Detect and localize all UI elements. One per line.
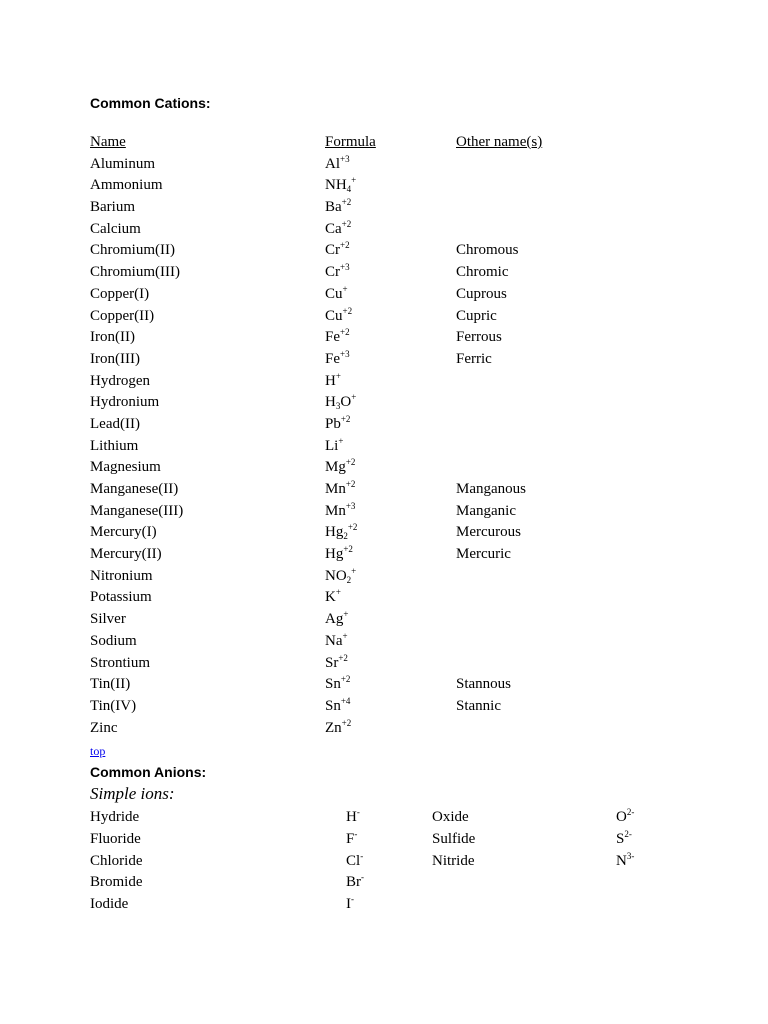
table-row bbox=[90, 851, 690, 873]
cation-formula: Cu+ bbox=[325, 283, 348, 302]
table-row bbox=[90, 414, 650, 436]
cation-name: Chromium(II) bbox=[90, 242, 175, 259]
cation-formula: $Pb^{+2}$ bbox=[325, 413, 351, 432]
cation-name: Lead(II) bbox=[90, 415, 140, 432]
cation-other-name: Ferric bbox=[456, 350, 492, 367]
cation-name: Hydronium bbox=[90, 394, 160, 411]
cation-name: Manganese(III) bbox=[90, 502, 184, 519]
cation-other-name: Cupric bbox=[456, 307, 497, 324]
anion-name: Hydride bbox=[90, 809, 140, 825]
anions-heading: Common Anions: bbox=[90, 764, 207, 780]
table-row bbox=[90, 829, 690, 851]
cation-name: Iron(III) bbox=[90, 350, 140, 367]
anion-formula: $S^{2-}$ bbox=[616, 828, 632, 847]
table-row bbox=[90, 392, 650, 414]
table-row bbox=[90, 544, 650, 566]
cation-other-name: Chromous bbox=[456, 242, 519, 259]
cation-formula: $Cr^{+2}$ bbox=[325, 240, 350, 259]
table-row bbox=[90, 457, 650, 479]
anion-name: Iodide bbox=[90, 896, 129, 913]
table-row bbox=[90, 219, 650, 241]
table-row bbox=[90, 262, 650, 284]
cation-name: Tin(II) bbox=[90, 676, 131, 693]
cations-table-body bbox=[90, 154, 650, 740]
cation-formula: $Hg_2^{+2}$ bbox=[325, 522, 358, 542]
table-row bbox=[90, 653, 650, 675]
table-row bbox=[90, 436, 650, 458]
anions-table bbox=[90, 807, 690, 916]
cation-formula: Na+ bbox=[325, 630, 348, 649]
cations-table bbox=[90, 132, 650, 739]
cation-formula: $Sn^{+2}$ bbox=[325, 674, 351, 693]
table-row bbox=[90, 154, 650, 176]
anion-formula: Cl- bbox=[346, 850, 364, 869]
table-row bbox=[90, 327, 650, 349]
simple-ions-subheading: Simple ions: bbox=[90, 784, 175, 803]
cation-formula: $Hg^{+2}$ bbox=[325, 544, 353, 563]
column-header-name: Name bbox=[90, 134, 126, 150]
column-header-other-names: Other name(s) bbox=[456, 134, 543, 150]
anion-name: Oxide bbox=[432, 809, 469, 825]
table-row bbox=[90, 696, 650, 718]
cation-name: Aluminum bbox=[90, 155, 156, 172]
cation-other-name: Ferrous bbox=[456, 329, 502, 346]
cation-name: Copper(II) bbox=[90, 307, 155, 324]
table-row bbox=[90, 587, 650, 609]
cation-formula: $Cu^{+2}$ bbox=[325, 305, 353, 324]
table-row bbox=[90, 197, 650, 219]
table-row bbox=[90, 240, 650, 262]
cation-name: Calcium bbox=[90, 220, 141, 237]
anion-formula: $N^{3-}$ bbox=[616, 850, 635, 869]
cation-formula: $Fe^{+2}$ bbox=[325, 327, 350, 346]
cation-name: Zinc bbox=[90, 719, 118, 736]
cation-formula: Li+ bbox=[325, 435, 344, 454]
cation-other-name: Mercurous bbox=[456, 524, 521, 541]
cation-formula: $Mn^{+3}$ bbox=[325, 500, 356, 519]
anion-formula: I- bbox=[346, 894, 354, 913]
cation-name: Sodium bbox=[90, 632, 137, 649]
cation-name: Chromium(III) bbox=[90, 264, 180, 281]
table-row bbox=[90, 284, 650, 306]
table-row bbox=[90, 522, 650, 544]
cation-name: Manganese(II) bbox=[90, 481, 179, 497]
table-row bbox=[90, 566, 650, 588]
anion-formula: F- bbox=[346, 828, 358, 847]
cation-name: Mercury(II) bbox=[90, 546, 162, 563]
cation-other-name: Manganic bbox=[456, 502, 516, 519]
cation-formula: $Mn^{+2}$ bbox=[325, 479, 356, 497]
cation-formula: $Ca^{+2}$ bbox=[325, 218, 352, 237]
cation-formula: H+ bbox=[325, 370, 341, 389]
cation-formula: $Zn^{+2}$ bbox=[325, 717, 352, 736]
cation-other-name: Chromic bbox=[456, 264, 509, 281]
anion-name: Chloride bbox=[90, 852, 143, 869]
table-row bbox=[90, 718, 650, 740]
table-row bbox=[90, 609, 650, 631]
anion-name: Bromide bbox=[90, 874, 143, 891]
cation-name: Nitronium bbox=[90, 567, 153, 584]
anion-name: Nitride bbox=[432, 852, 475, 869]
cation-formula: $Cr^{+3}$ bbox=[325, 262, 350, 281]
cation-other-name: Stannous bbox=[456, 676, 512, 693]
table-row bbox=[90, 371, 650, 393]
cation-formula: $Ba^{+2}$ bbox=[325, 197, 352, 216]
anion-formula: H- bbox=[346, 807, 360, 825]
cation-name: Strontium bbox=[90, 654, 151, 671]
table-row bbox=[90, 501, 650, 523]
table-row bbox=[90, 479, 650, 501]
cation-other-name: Manganous bbox=[456, 481, 526, 497]
cations-table-header bbox=[90, 132, 650, 154]
table-row bbox=[90, 872, 690, 894]
cation-name: Ammonium bbox=[90, 177, 163, 194]
cation-formula: $NH_4^+$ bbox=[325, 175, 357, 195]
cation-name: Silver bbox=[90, 611, 126, 628]
cation-formula: $Sr^{+2}$ bbox=[325, 652, 348, 671]
cation-formula: $Sn^{+4}$ bbox=[325, 695, 351, 714]
anion-name: Sulfide bbox=[432, 830, 476, 847]
cation-name: Tin(IV) bbox=[90, 697, 137, 714]
cation-name: Mercury(I) bbox=[90, 524, 157, 541]
cation-name: Iron(II) bbox=[90, 329, 135, 346]
cation-formula: $H_3O^+$ bbox=[325, 392, 357, 412]
cation-other-name: Cuprous bbox=[456, 285, 507, 302]
cation-name: Lithium bbox=[90, 437, 139, 454]
cation-name: Potassium bbox=[90, 589, 152, 606]
cation-formula: $NO_2^+$ bbox=[325, 565, 357, 585]
anion-name: Fluoride bbox=[90, 830, 141, 847]
column-header-formula: Formula bbox=[325, 134, 376, 150]
cation-other-name: Mercuric bbox=[456, 546, 511, 563]
cation-formula: $Al^{+3}$ bbox=[325, 153, 350, 172]
table-row bbox=[90, 175, 650, 197]
cation-name: Barium bbox=[90, 199, 135, 216]
cation-formula: $Fe^{+3}$ bbox=[325, 348, 350, 367]
table-row bbox=[90, 674, 650, 696]
cation-name: Hydrogen bbox=[90, 372, 150, 389]
cation-formula: K+ bbox=[325, 587, 341, 606]
cations-heading: Common Cations: bbox=[90, 95, 211, 111]
cation-name: Magnesium bbox=[90, 459, 161, 476]
table-row bbox=[90, 807, 690, 829]
table-row bbox=[90, 349, 650, 371]
anion-formula: $O^{2-}$ bbox=[616, 807, 635, 825]
table-row bbox=[90, 631, 650, 653]
table-row bbox=[90, 894, 690, 916]
cation-name: Copper(I) bbox=[90, 285, 150, 302]
cation-formula: $Mg^{+2}$ bbox=[325, 457, 356, 476]
top-link[interactable]: top bbox=[90, 744, 106, 758]
table-row bbox=[90, 306, 650, 328]
cation-other-name: Stannic bbox=[456, 697, 501, 714]
cation-formula: Ag+ bbox=[325, 609, 349, 628]
anion-formula: Br- bbox=[346, 872, 364, 891]
